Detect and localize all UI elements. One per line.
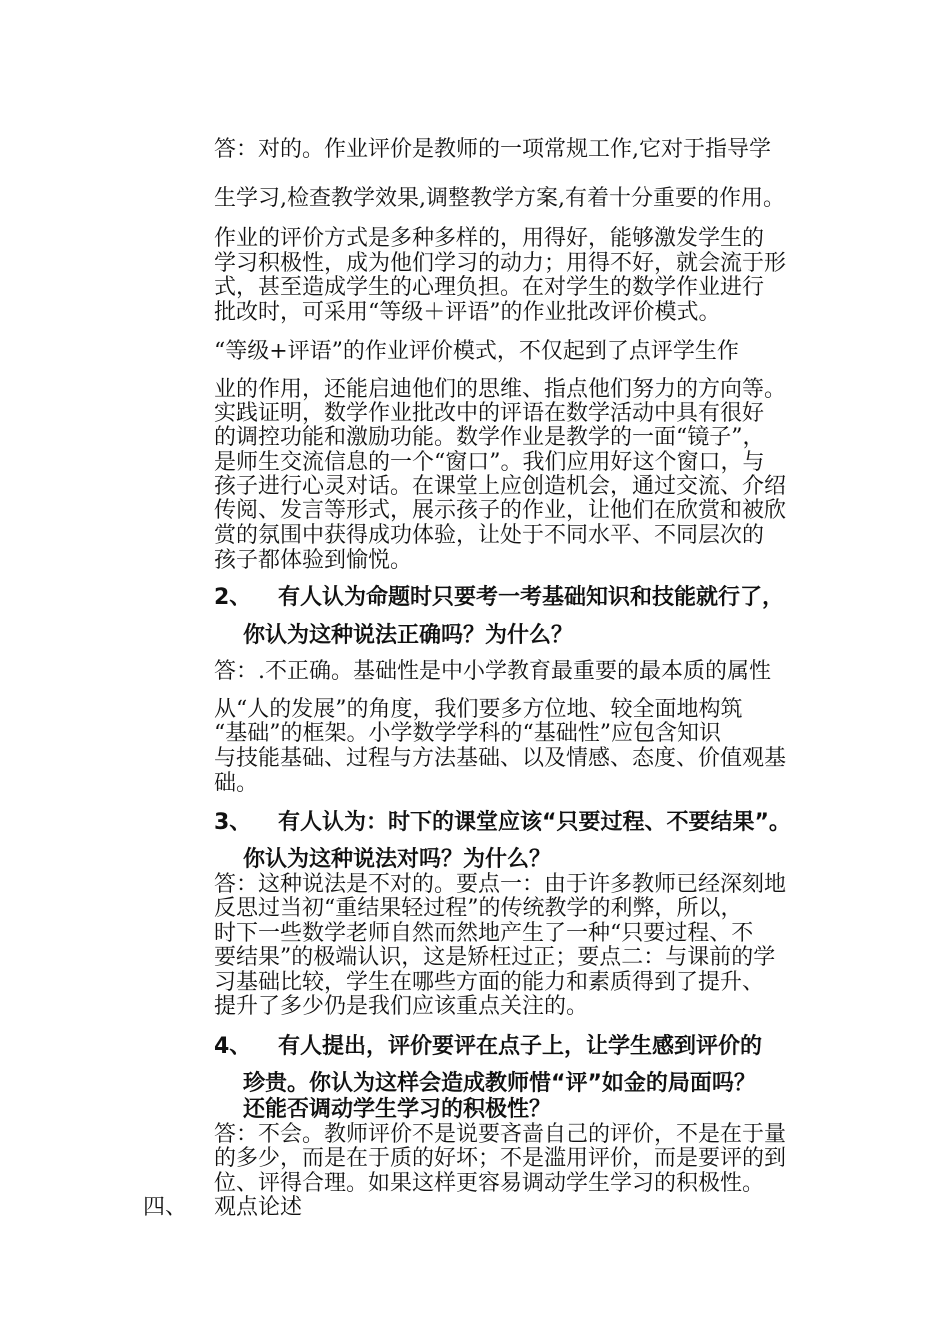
answer3-line-1: 答：这种说法是不对的。要点一：由于许多教师已经深刻地 [214,872,787,897]
answer1-line-6: 批改时，可采用“等级＋评语”的作业批改评价模式。 [214,300,721,325]
answer4-line-1: 答：不会。教师评价不是说要吝啬自己的评价，不是在于量 [214,1122,787,1147]
answer1-line-15: 孩子都体验到愉悦。 [214,548,413,573]
question2-number: 2、 [214,585,252,610]
answer2-line-4: 与技能基础、过程与方法基础、以及情感、态度、价值观基 [214,746,787,771]
section4-title: 观点论述 [214,1195,303,1220]
answer1-line-2: 生学习,检查教学效果,调整教学方案,有着十分重要的作用。 [214,186,785,211]
answer1-line-7: “等级+评语”的作业评价模式，不仅起到了点评学生作 [214,339,739,364]
answer3-line-6: 提升了多少仍是我们应该重点关注的。 [214,994,589,1019]
question4-number: 4、 [214,1034,252,1059]
answer3-line-4: 要结果”的极端认识，这是矫枉过正；要点二：与课前的学 [214,945,776,970]
answer1-line-10: 的调控功能和激励功能。数学作业是教学的一面“镜子”， [214,425,765,450]
section4-number: 四、 [143,1195,188,1220]
answer1-line-5: 式，甚至造成学生的心理负担。在对学生的数学作业进行 [214,275,765,300]
question2-line-1: 有人认为命题时只要考一考基础知识和技能就行了， [278,585,785,610]
question3-line-2: 你认为这种说法对吗？为什么？ [243,847,552,872]
answer3-line-2: 反思过当初“重结果轻过程”的传统教学的利弊，所以， [214,896,743,921]
answer3-line-5: 习基础比较，学生在哪些方面的能力和素质得到了提升、 [214,970,765,995]
answer2-line-1: 答：.不正确。基础性是中小学教育最重要的最本质的属性 [214,659,771,684]
answer1-line-12: 孩子进行心灵对话。在课堂上应创造机会，通过交流、介绍 [214,474,787,499]
answer1-line-14: 赏的氛围中获得成功体验，让处于不同水平、不同层次的 [214,523,765,548]
question4-line-3: 还能否调动学生学习的积极性？ [243,1097,552,1122]
answer1-line-1: 答：对的。作业评价是教师的一项常规工作,它对于指导学 [214,137,771,162]
answer4-line-3: 位、评得合理。如果这样更容易调动学生学习的积极性。 [214,1171,765,1196]
answer3-line-3: 时下一些数学老师自然而然地产生了一种“只要过程、不 [214,921,754,946]
question3-number: 3、 [214,810,252,835]
question4-line-2: 珍贵。你认为这样会造成教师惜“评”如金的局面吗？ [243,1071,756,1096]
answer1-line-13: 传阅、发言等形式，展示孩子的作业，让他们在欣赏和被欣 [214,498,787,523]
answer2-line-5: 础。 [214,771,259,796]
answer1-line-4: 学习积极性，成为他们学习的动力；用得不好，就会流于形 [214,251,787,276]
answer2-line-2: 从“人的发展”的角度，我们要多方位地、较全面地构筑 [214,697,743,722]
question2-line-2: 你认为这种说法正确吗？为什么？ [243,623,574,648]
answer1-line-3: 作业的评价方式是多种多样的，用得好，能够激发学生的 [214,226,765,251]
question3-line-1: 有人认为：时下的课堂应该“只要过程、不要结果”。 [278,810,791,835]
answer1-line-8: 业的作用，还能启迪他们的思维、指点他们努力的方向等。 [214,377,787,402]
answer2-line-3: “基础”的框架。小学数学学科的“基础性”应包含知识 [214,721,721,746]
answer1-line-9: 实践证明，数学作业批改中的评语在数学活动中具有很好 [214,401,765,426]
answer4-line-2: 的多少，而是在于质的好坏；不是滥用评价，而是要评的到 [214,1146,787,1171]
answer1-line-11: 是师生交流信息的一个“窗口”。我们应用好这个窗口，与 [214,450,765,475]
question4-line-1: 有人提出，评价要评在点子上，让学生感到评价的 [278,1034,763,1059]
